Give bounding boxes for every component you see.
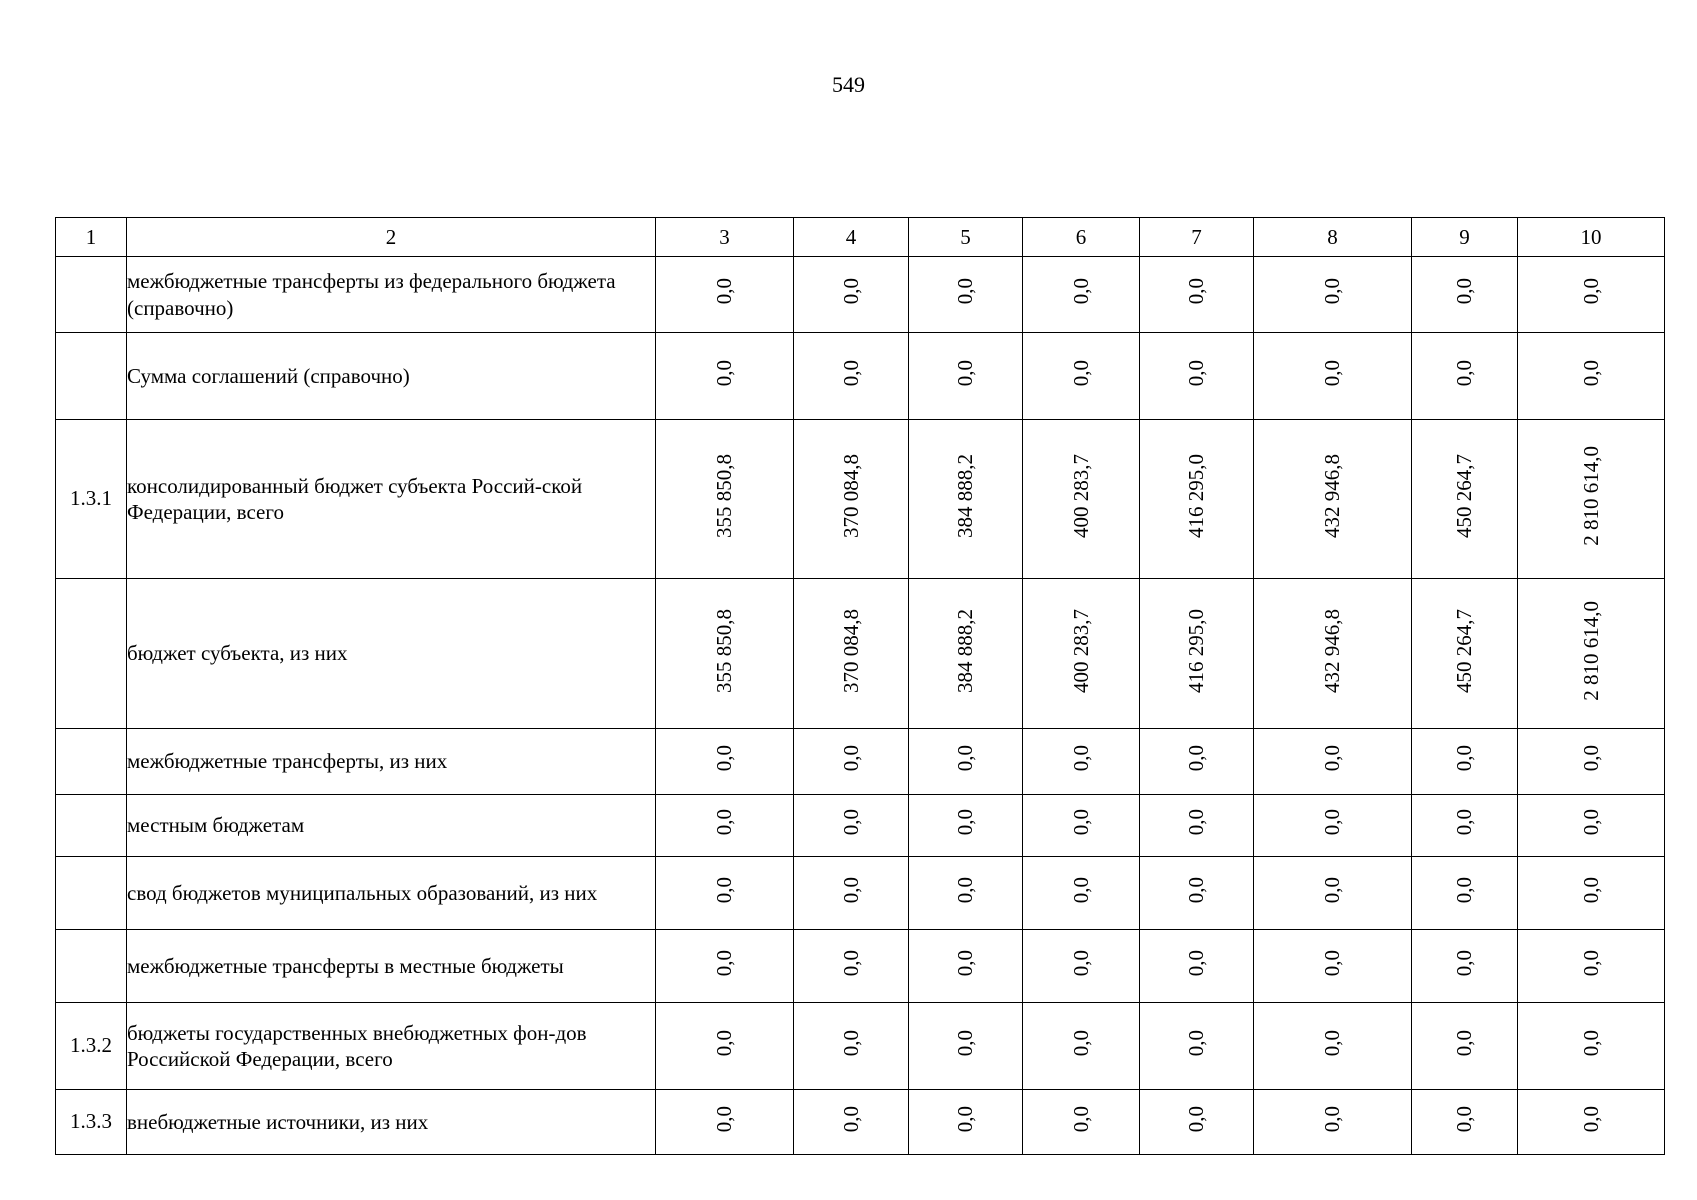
value-cell	[909, 257, 1023, 333]
value-cell	[1140, 257, 1254, 333]
value-cell	[794, 1003, 909, 1090]
value-text: 0,0	[1452, 876, 1476, 904]
value-cell	[909, 930, 1023, 1003]
value-cell	[1518, 420, 1665, 579]
row-number: 1.3.3	[56, 1090, 127, 1155]
value-text: 0,0	[1578, 359, 1603, 387]
value-cell	[909, 420, 1023, 579]
value-cell	[656, 333, 794, 420]
value-text: 0,0	[1320, 359, 1344, 387]
value-cell	[656, 930, 794, 1003]
table-row	[56, 1003, 1665, 1090]
row-description: внебюджетные источники, из них	[127, 1090, 656, 1155]
value-text: 0,0	[1320, 809, 1344, 836]
value-cell	[1023, 1003, 1140, 1090]
value-cell	[1518, 1003, 1665, 1090]
value-cell	[656, 579, 794, 729]
value-cell	[1140, 857, 1254, 930]
value-cell	[1254, 257, 1412, 333]
value-cell	[1412, 579, 1518, 729]
value-text: 0,0	[1320, 876, 1344, 904]
value-text: 0,0	[1068, 1105, 1093, 1133]
value-text: 0,0	[712, 359, 736, 387]
value-text: 0,0	[953, 1105, 977, 1133]
value-cell	[1023, 857, 1140, 930]
row-description: консолидированный бюджет субъекта Россий-ской Федерации, всего	[127, 420, 656, 579]
value-text: 0,0	[1320, 949, 1344, 977]
value-cell	[1412, 930, 1518, 1003]
value-cell	[1140, 420, 1254, 579]
row-number	[56, 795, 127, 857]
value-text: 0,0	[1068, 1029, 1093, 1057]
value-cell	[656, 729, 794, 795]
row-description: межбюджетные трансферты, из них	[127, 729, 656, 795]
row-number	[56, 579, 127, 729]
table-row	[56, 857, 1665, 930]
value-text: 0,0	[838, 745, 863, 772]
row-description: межбюджетные трансферты из федерального бюджета (справочно)	[127, 257, 656, 333]
value-text: 416 295,0	[1184, 454, 1208, 538]
value-cell	[1412, 1090, 1518, 1155]
value-cell	[1518, 257, 1665, 333]
value-cell	[1023, 257, 1140, 333]
value-text: 416 295,0	[1184, 608, 1208, 693]
value-cell	[656, 1003, 794, 1090]
value-text: 384 888,2	[953, 454, 977, 538]
value-text: 0,0	[712, 876, 736, 904]
value-cell	[1023, 420, 1140, 579]
value-text: 0,0	[1184, 1029, 1208, 1057]
table-row	[56, 1090, 1665, 1155]
column-header: 7	[1140, 218, 1254, 257]
table-row	[56, 333, 1665, 420]
column-header: 1	[56, 218, 127, 257]
value-text: 0,0	[1578, 1029, 1603, 1057]
value-cell	[1140, 930, 1254, 1003]
column-header: 3	[656, 218, 794, 257]
value-text: 0,0	[838, 359, 863, 387]
value-cell	[656, 795, 794, 857]
value-text: 0,0	[1068, 876, 1093, 904]
value-cell	[794, 420, 909, 579]
value-cell	[1140, 1003, 1254, 1090]
value-cell	[794, 930, 909, 1003]
value-cell	[1412, 420, 1518, 579]
value-text: 0,0	[1068, 809, 1093, 836]
value-text: 0,0	[1184, 809, 1208, 836]
value-cell	[1254, 333, 1412, 420]
value-text: 2 810 614,0	[1578, 600, 1603, 701]
value-cell	[1023, 930, 1140, 1003]
value-cell	[794, 1090, 909, 1155]
value-cell	[1254, 729, 1412, 795]
value-cell	[1023, 333, 1140, 420]
value-cell	[1412, 333, 1518, 420]
value-cell	[1412, 857, 1518, 930]
value-text: 400 283,7	[1068, 608, 1093, 693]
value-cell	[1518, 795, 1665, 857]
value-cell	[909, 795, 1023, 857]
value-cell	[1023, 795, 1140, 857]
value-text: 0,0	[1068, 745, 1093, 772]
value-cell	[909, 729, 1023, 795]
row-description: бюджет субъекта, из них	[127, 579, 656, 729]
value-cell	[794, 729, 909, 795]
value-text: 0,0	[1320, 1029, 1344, 1057]
value-text: 355 850,8	[712, 608, 736, 693]
value-cell	[794, 795, 909, 857]
value-text: 0,0	[712, 745, 736, 772]
value-cell	[1023, 729, 1140, 795]
value-cell	[1518, 857, 1665, 930]
column-header: 6	[1023, 218, 1140, 257]
column-header: 9	[1412, 218, 1518, 257]
value-cell	[1412, 729, 1518, 795]
value-text: 0,0	[1184, 1105, 1208, 1133]
value-text: 0,0	[712, 278, 736, 305]
column-header: 10	[1518, 218, 1665, 257]
value-text: 0,0	[1184, 359, 1208, 387]
value-text: 0,0	[953, 1029, 977, 1057]
value-text: 370 084,8	[838, 454, 863, 538]
value-text: 0,0	[1578, 278, 1603, 305]
value-text: 355 850,8	[712, 454, 736, 538]
value-text: 0,0	[1452, 1029, 1476, 1057]
value-text: 0,0	[1184, 876, 1208, 904]
value-text: 0,0	[1452, 809, 1476, 836]
value-text: 0,0	[953, 876, 977, 904]
value-text: 0,0	[838, 876, 863, 904]
column-header: 8	[1254, 218, 1412, 257]
column-header: 5	[909, 218, 1023, 257]
value-cell	[1518, 729, 1665, 795]
value-text: 0,0	[1320, 745, 1344, 772]
value-text: 0,0	[1184, 278, 1208, 305]
value-cell	[1140, 579, 1254, 729]
column-header: 4	[794, 218, 909, 257]
table-row	[56, 579, 1665, 729]
value-cell	[909, 1090, 1023, 1155]
value-text: 0,0	[1320, 278, 1344, 305]
value-cell	[1254, 857, 1412, 930]
value-cell	[794, 333, 909, 420]
value-cell	[656, 420, 794, 579]
row-number: 1.3.2	[56, 1003, 127, 1090]
value-cell	[1518, 579, 1665, 729]
value-cell	[1518, 333, 1665, 420]
value-cell	[794, 857, 909, 930]
row-description: межбюджетные трансферты в местные бюджеты	[127, 930, 656, 1003]
row-description: Сумма соглашений (справочно)	[127, 333, 656, 420]
value-text: 0,0	[712, 1029, 736, 1057]
value-cell	[1140, 795, 1254, 857]
value-text: 0,0	[712, 949, 736, 977]
value-text: 0,0	[838, 1029, 863, 1057]
value-text: 450 264,7	[1452, 608, 1476, 693]
value-cell	[909, 1003, 1023, 1090]
value-cell	[794, 579, 909, 729]
row-number	[56, 333, 127, 420]
value-text: 0,0	[1320, 1105, 1344, 1133]
value-text: 0,0	[838, 949, 863, 977]
value-text: 0,0	[712, 809, 736, 836]
value-cell	[909, 579, 1023, 729]
value-cell	[1140, 1090, 1254, 1155]
value-cell	[1254, 579, 1412, 729]
value-text: 400 283,7	[1068, 454, 1093, 538]
row-number: 1.3.1	[56, 420, 127, 579]
value-text: 0,0	[1452, 745, 1476, 772]
value-text: 0,0	[953, 949, 977, 977]
value-text: 0,0	[953, 278, 977, 305]
value-cell	[1412, 1003, 1518, 1090]
value-cell	[656, 257, 794, 333]
value-cell	[1140, 729, 1254, 795]
value-text: 2 810 614,0	[1578, 446, 1603, 546]
value-text: 0,0	[1452, 949, 1476, 977]
value-cell	[1254, 1003, 1412, 1090]
value-text: 0,0	[1452, 359, 1476, 387]
value-text: 432 946,8	[1320, 454, 1344, 538]
value-text: 432 946,8	[1320, 608, 1344, 693]
value-text: 0,0	[1578, 949, 1603, 977]
value-text: 0,0	[1068, 278, 1093, 305]
value-cell	[656, 857, 794, 930]
value-cell	[909, 333, 1023, 420]
table-row	[56, 729, 1665, 795]
table-row	[56, 420, 1665, 579]
table-row	[56, 257, 1665, 333]
value-text: 0,0	[953, 809, 977, 836]
row-number	[56, 857, 127, 930]
value-text: 0,0	[1578, 1105, 1603, 1133]
value-cell	[1140, 333, 1254, 420]
row-description: бюджеты государственных внебюджетных фон-дов Российской Федерации, всего	[127, 1003, 656, 1090]
value-cell	[1412, 257, 1518, 333]
table-body	[56, 257, 1665, 1155]
row-number	[56, 930, 127, 1003]
column-header: 2	[127, 218, 656, 257]
value-text: 370 084,8	[838, 608, 863, 693]
table-row	[56, 930, 1665, 1003]
value-cell	[1023, 1090, 1140, 1155]
value-text: 0,0	[1184, 949, 1208, 977]
value-text: 384 888,2	[953, 608, 977, 693]
row-number	[56, 257, 127, 333]
value-text: 0,0	[712, 1105, 736, 1133]
value-cell	[1254, 930, 1412, 1003]
value-text: 0,0	[838, 809, 863, 836]
budget-table	[55, 217, 1665, 1155]
row-description: местным бюджетам	[127, 795, 656, 857]
value-text: 0,0	[1452, 278, 1476, 305]
value-cell	[1254, 420, 1412, 579]
value-text: 0,0	[1578, 876, 1603, 904]
value-text: 0,0	[838, 1105, 863, 1133]
value-text: 0,0	[1068, 359, 1093, 387]
row-description: свод бюджетов муниципальных образований, из них	[127, 857, 656, 930]
page-number: 549	[832, 72, 865, 97]
value-cell	[794, 257, 909, 333]
value-text: 450 264,7	[1452, 454, 1476, 538]
value-cell	[1412, 795, 1518, 857]
value-text: 0,0	[1452, 1105, 1476, 1133]
value-text: 0,0	[838, 278, 863, 305]
value-text: 0,0	[1068, 949, 1093, 977]
value-cell	[656, 1090, 794, 1155]
value-cell	[1518, 1090, 1665, 1155]
value-cell	[909, 857, 1023, 930]
value-cell	[1023, 579, 1140, 729]
value-text: 0,0	[1184, 745, 1208, 772]
row-number	[56, 729, 127, 795]
value-text: 0,0	[953, 745, 977, 772]
column-number-row	[56, 218, 1665, 257]
value-text: 0,0	[953, 359, 977, 387]
value-cell	[1254, 1090, 1412, 1155]
value-text: 0,0	[1578, 809, 1603, 836]
value-cell	[1518, 930, 1665, 1003]
value-text: 0,0	[1578, 745, 1603, 772]
value-cell	[1254, 795, 1412, 857]
table-row	[56, 795, 1665, 857]
